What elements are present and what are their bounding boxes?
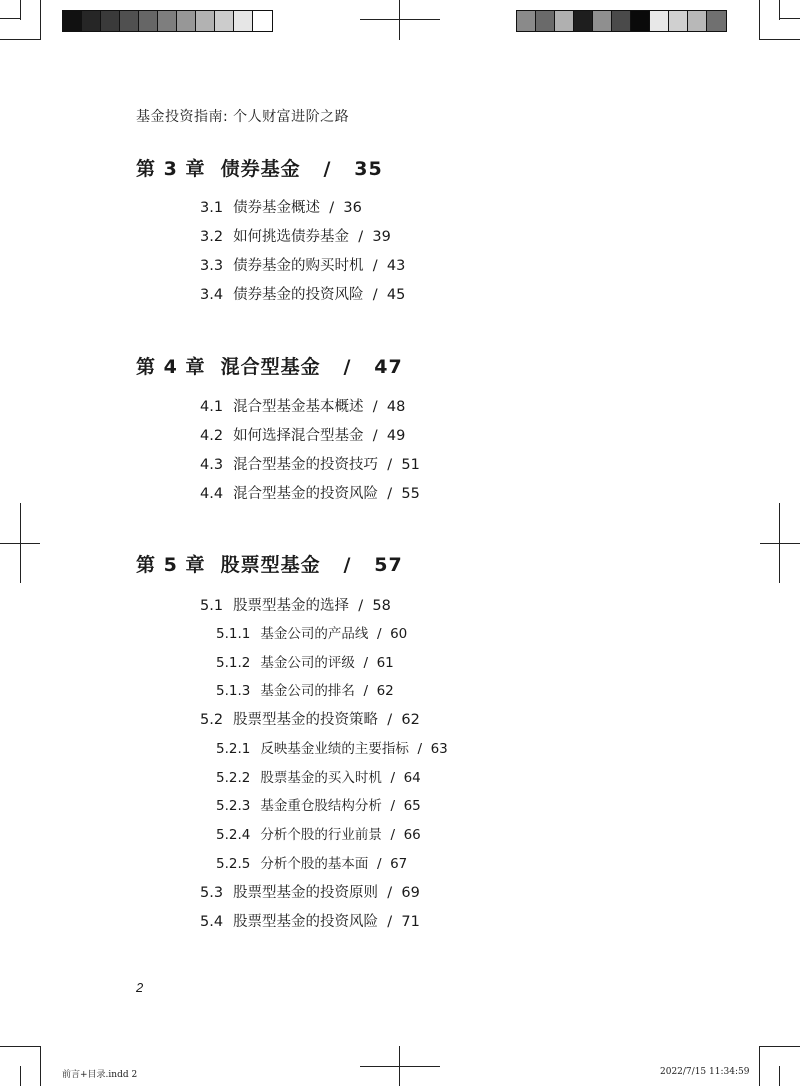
section-number: 4.2: [200, 428, 224, 444]
section-number: 5.2.3: [216, 798, 251, 814]
color-swatch: [612, 11, 631, 31]
section-title: 混合型基金的投资风险 / 55: [233, 486, 420, 502]
registration-mark: [20, 503, 21, 583]
toc-subentry[interactable]: [216, 737, 448, 757]
crop-mark: [759, 0, 760, 40]
color-calibration-bar-left: [62, 10, 273, 32]
color-swatch: [631, 11, 650, 31]
registration-mark: [360, 19, 440, 20]
toc-subentry[interactable]: [216, 622, 407, 642]
section-title: 债券基金的投资风险 / 45: [233, 287, 406, 303]
crop-mark: [760, 39, 800, 40]
section-title: 如何选择混合型基金 / 49: [233, 428, 406, 444]
section-title: 分析个股的基本面 / 67: [260, 856, 408, 872]
section-title: 基金公司的评级 / 61: [260, 655, 394, 671]
color-swatch: [517, 11, 536, 31]
toc-subentry[interactable]: [216, 651, 394, 671]
chapter-heading: 第 4 章 混合型基金 / 47: [136, 356, 403, 378]
registration-mark: [399, 0, 400, 40]
running-header: 基金投资指南: 个人财富进阶之路: [136, 109, 350, 125]
color-swatch: [650, 11, 669, 31]
page-number: 2: [136, 980, 144, 995]
toc-entry[interactable]: [200, 225, 391, 246]
section-title: 股票型基金的选择 / 58: [233, 598, 391, 614]
chapter-heading: 第 3 章 债券基金 / 35: [136, 158, 383, 180]
crop-mark: [779, 0, 780, 20]
toc-entry[interactable]: [200, 594, 391, 615]
section-number: 5.3: [200, 885, 224, 901]
section-title: 反映基金业绩的主要指标 / 63: [260, 741, 448, 757]
color-swatch: [82, 11, 101, 31]
section-number: 5.2: [200, 712, 224, 728]
color-swatch: [555, 11, 574, 31]
section-title: 基金公司的排名 / 62: [260, 683, 394, 699]
color-swatch: [196, 11, 215, 31]
color-swatch: [177, 11, 196, 31]
crop-mark: [20, 0, 21, 20]
color-swatch: [63, 11, 82, 31]
section-number: 5.1.2: [216, 655, 251, 671]
color-swatch: [536, 11, 555, 31]
toc-entry[interactable]: [200, 395, 405, 416]
crop-mark: [20, 1066, 21, 1086]
section-number: 3.3: [200, 258, 224, 274]
crop-mark: [759, 1046, 760, 1086]
section-title: 基金公司的产品线 / 60: [260, 626, 408, 642]
color-swatch: [669, 11, 688, 31]
registration-mark: [760, 543, 800, 544]
slug-filename: 前言+目录.indd 2: [62, 1070, 138, 1080]
crop-mark: [760, 1046, 800, 1047]
toc-entry[interactable]: [200, 881, 420, 902]
toc-entry[interactable]: [200, 424, 405, 445]
color-swatch: [120, 11, 139, 31]
color-swatch: [139, 11, 158, 31]
section-number: 5.1.1: [216, 626, 251, 642]
section-number: 3.2: [200, 229, 224, 245]
color-swatch: [101, 11, 120, 31]
color-swatch: [593, 11, 612, 31]
color-swatch: [253, 11, 272, 31]
toc-entry[interactable]: [200, 283, 405, 304]
toc-subentry[interactable]: [216, 794, 421, 814]
section-number: 4.3: [200, 457, 224, 473]
toc-entry[interactable]: [200, 910, 420, 931]
crop-mark: [779, 1066, 780, 1086]
color-swatch: [234, 11, 253, 31]
section-title: 混合型基金基本概述 / 48: [233, 399, 406, 415]
section-title: 混合型基金的投资技巧 / 51: [233, 457, 420, 473]
crop-mark: [0, 1046, 40, 1047]
crop-mark: [0, 18, 20, 19]
section-title: 基金重仓股结构分析 / 65: [260, 798, 421, 814]
slug-timestamp: 2022/7/15 11:34:59: [660, 1067, 750, 1077]
section-title: 债券基金概述 / 36: [233, 200, 362, 216]
section-number: 4.4: [200, 486, 224, 502]
section-number: 5.2.1: [216, 741, 251, 757]
color-swatch: [215, 11, 234, 31]
color-swatch: [574, 11, 593, 31]
toc-subentry[interactable]: [216, 823, 421, 843]
toc-subentry[interactable]: [216, 766, 421, 786]
color-swatch: [158, 11, 177, 31]
toc-entry[interactable]: [200, 708, 420, 729]
section-number: 4.1: [200, 399, 224, 415]
crop-mark: [0, 39, 40, 40]
section-title: 股票型基金的投资风险 / 71: [233, 914, 420, 930]
toc-entry[interactable]: [200, 196, 362, 217]
chapter-heading: 第 5 章 股票型基金 / 57: [136, 554, 403, 576]
toc-entry[interactable]: [200, 482, 420, 503]
section-number: 5.2.2: [216, 770, 251, 786]
color-swatch: [688, 11, 707, 31]
registration-mark: [360, 1066, 440, 1067]
section-number: 5.1: [200, 598, 224, 614]
toc-entry[interactable]: [200, 254, 405, 275]
registration-mark: [779, 503, 780, 583]
section-number: 5.4: [200, 914, 224, 930]
section-number: 3.1: [200, 200, 224, 216]
section-number: 5.2.5: [216, 856, 251, 872]
section-title: 股票基金的买入时机 / 64: [260, 770, 421, 786]
section-number: 5.1.3: [216, 683, 251, 699]
section-title: 如何挑选债券基金 / 39: [233, 229, 391, 245]
toc-subentry[interactable]: [216, 679, 394, 699]
section-number: 3.4: [200, 287, 224, 303]
toc-entry[interactable]: [200, 453, 420, 474]
section-title: 股票型基金的投资策略 / 62: [233, 712, 420, 728]
toc-subentry[interactable]: [216, 852, 407, 872]
crop-mark: [40, 0, 41, 40]
crop-mark: [40, 1046, 41, 1086]
section-title: 债券基金的购买时机 / 43: [233, 258, 406, 274]
section-number: 5.2.4: [216, 827, 251, 843]
section-title: 股票型基金的投资原则 / 69: [233, 885, 420, 901]
crop-mark: [780, 18, 800, 19]
section-title: 分析个股的行业前景 / 66: [260, 827, 421, 843]
color-swatch: [707, 11, 726, 31]
color-calibration-bar-right: [516, 10, 727, 32]
registration-mark: [399, 1046, 400, 1086]
